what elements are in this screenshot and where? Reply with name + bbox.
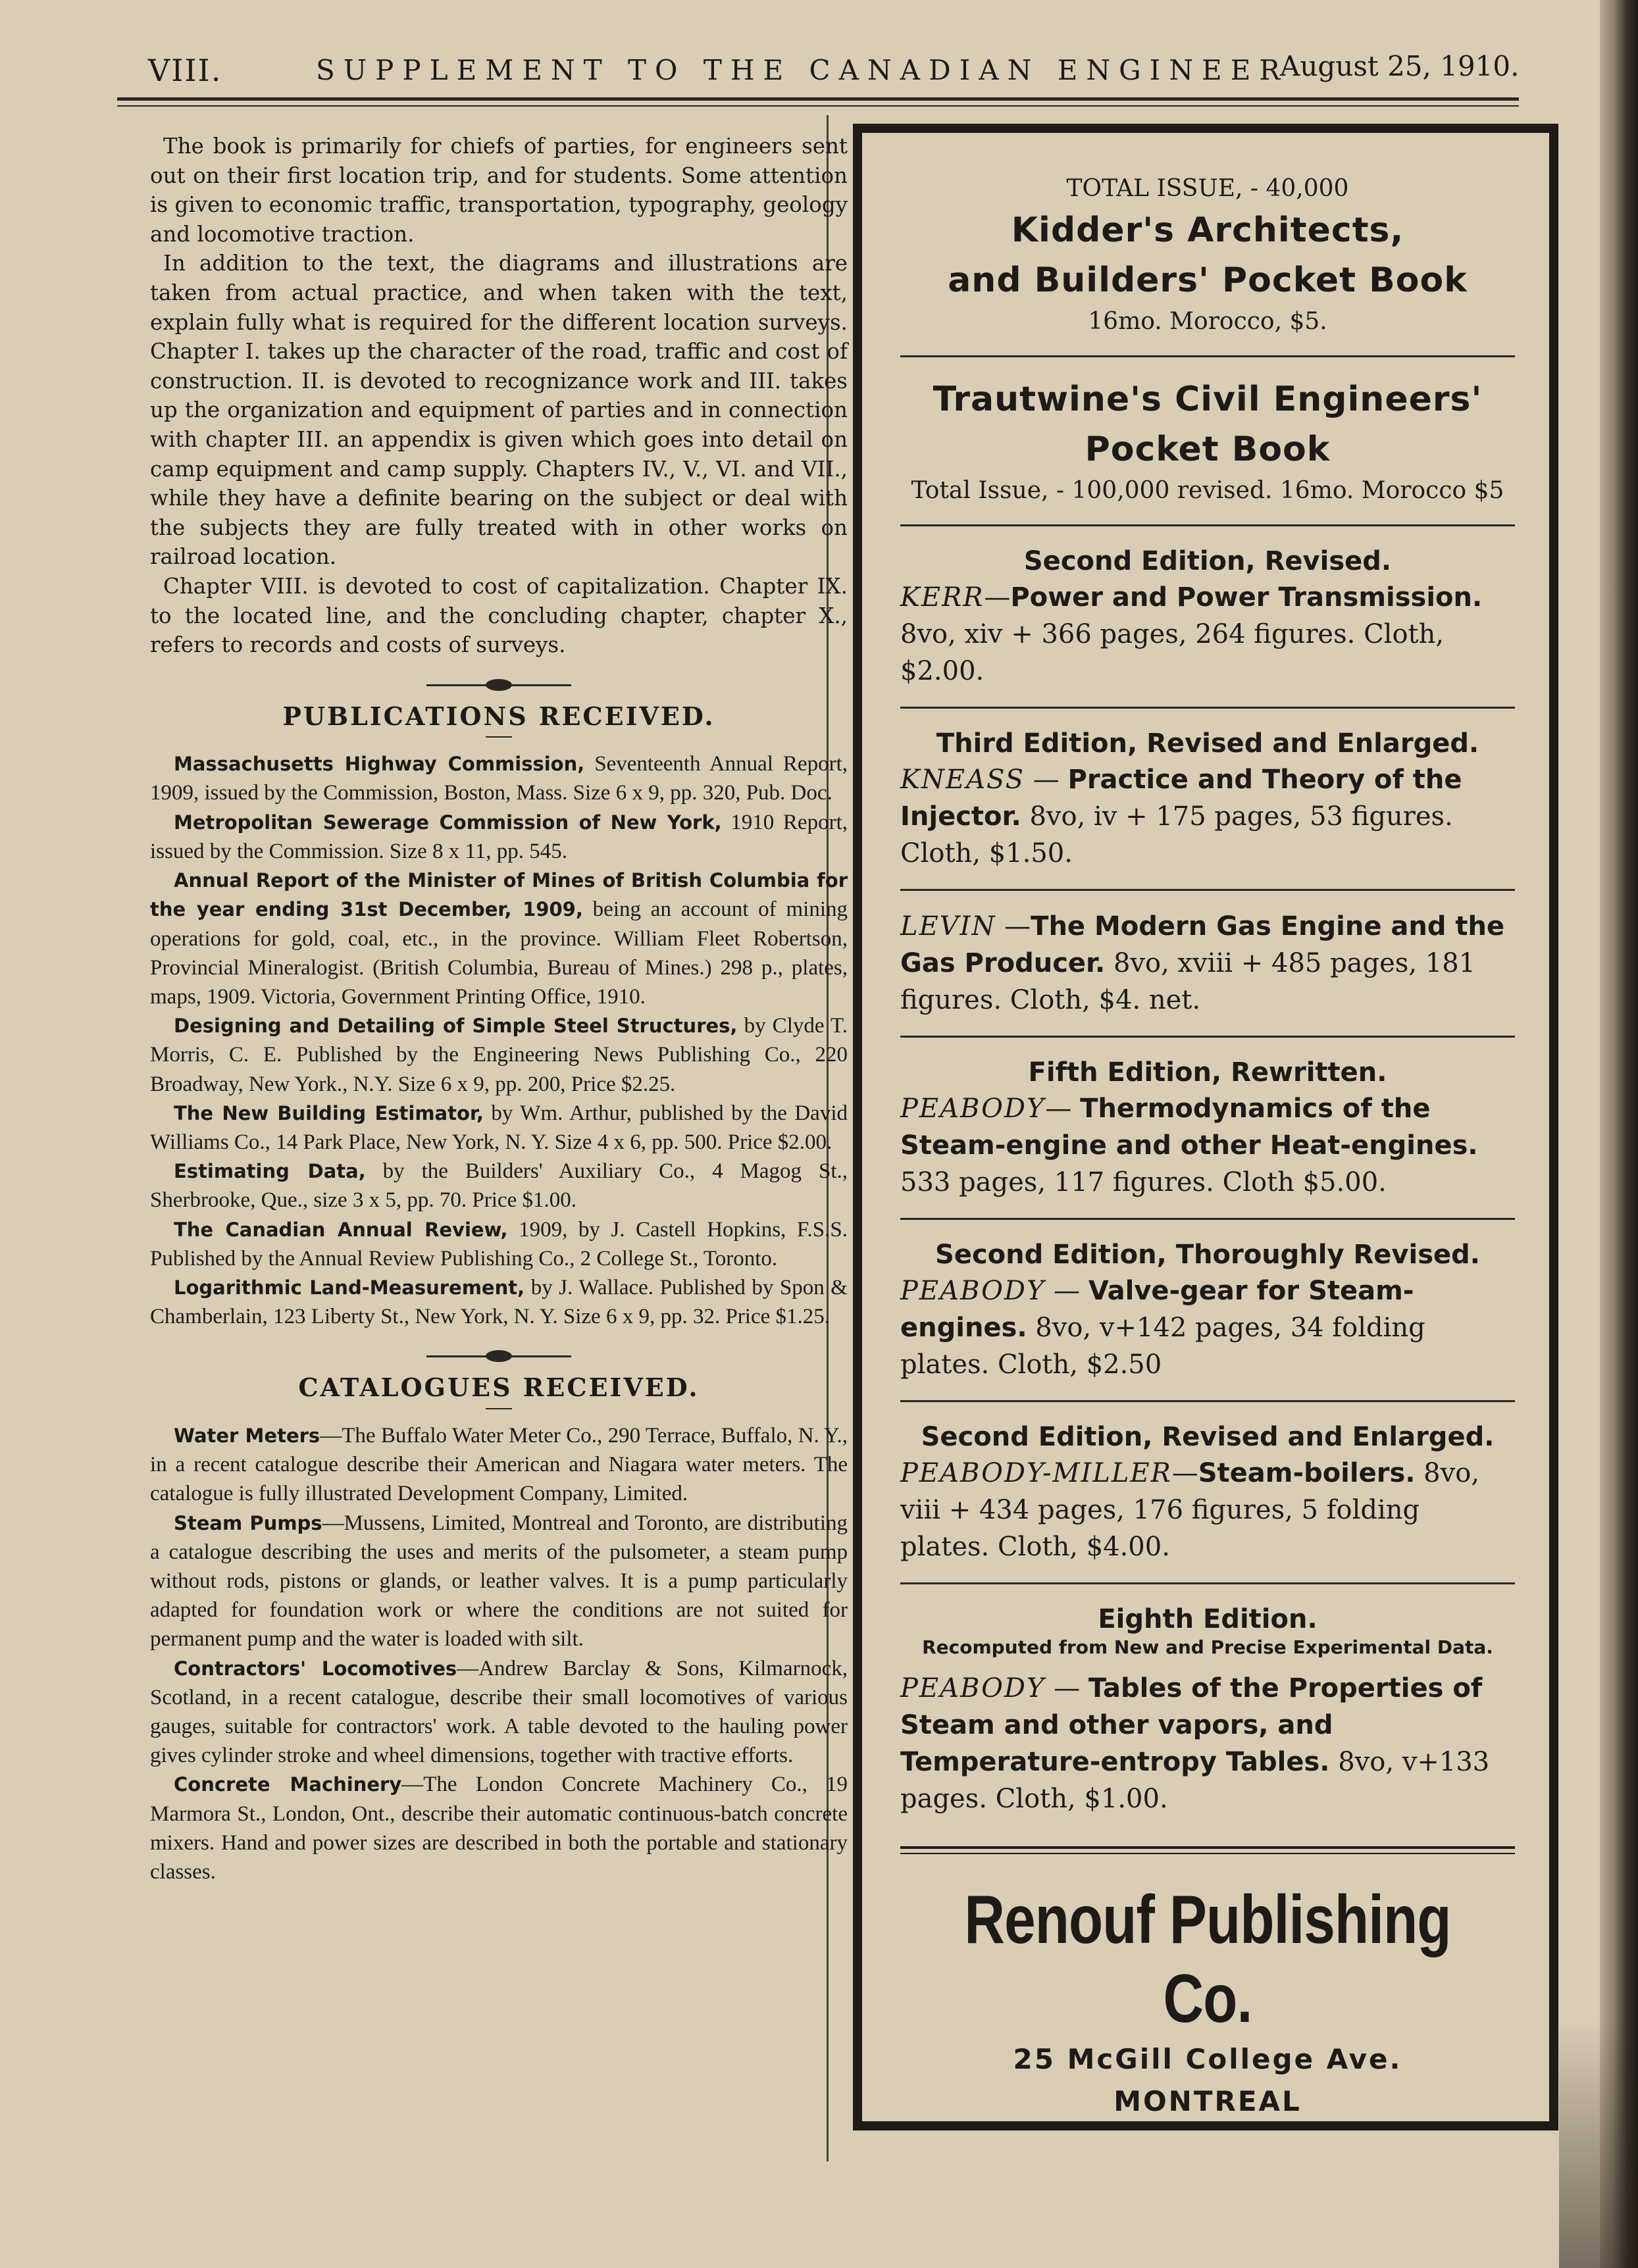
publication-name: Metropolitan Sewerage Commission of New York, bbox=[174, 811, 722, 834]
publication-entry bbox=[150, 1273, 848, 1331]
page-edge-shadow bbox=[1600, 0, 1638, 2268]
section-ornament bbox=[150, 669, 848, 689]
publications-heading: PUBLICATIONS RECEIVED. bbox=[150, 702, 848, 738]
publication-name: Massachusetts Highway Commission, bbox=[174, 753, 585, 776]
catalogue-name: Steam Pumps bbox=[174, 1511, 322, 1534]
publisher-city: MONTREAL bbox=[1113, 2085, 1302, 2117]
book-listing bbox=[900, 761, 1515, 872]
publication-details: 1909, by J. Castell Hopkins, F.S.S. Published by the Annual Review Publishing Co., 2 College St., Toronto. bbox=[150, 1217, 848, 1271]
catalogue-name: Contractors' Locomotives bbox=[174, 1657, 457, 1680]
publication-details: Seventeenth Annual Report, 1909, issued by the Commission, Boston, Mass. Size 6 x 9, pp. 320, Pub. Doc. bbox=[150, 752, 848, 805]
publication-entry bbox=[150, 1011, 848, 1099]
book-title: Practice and Theory of the Injector. bbox=[900, 765, 1462, 832]
left-column bbox=[150, 132, 848, 1886]
book-author: KNEASS bbox=[900, 765, 1025, 795]
book-edition: Fifth Edition, Rewritten. bbox=[1028, 1057, 1387, 1088]
section-ornament bbox=[150, 1340, 848, 1360]
trautwine-price: Total Issue, - 100,000 revised. 16mo. Morocco $5 bbox=[911, 477, 1504, 504]
publication-name: Annual Report of the Minister of Mines of British Columbia for the year ending 31st December, 1909, bbox=[150, 869, 848, 921]
book-separator: — bbox=[1025, 765, 1068, 795]
publication-details: by Clyde T. Morris, C. E. Published by the Engineering News Publishing Co., 220 Broadway, New York., N.Y. Size 6 x 9, pp. 200, Price $2.25. bbox=[150, 1014, 848, 1096]
book-details: 8vo, xviii + 485 pages, 181 figures. Cloth, $4. net. bbox=[900, 948, 1476, 1015]
catalogue-details: —The Buffalo Water Meter Co., 290 Terrace, Buffalo, N. Y., in a recent catalogue describe their American and Niagara water meters. The catalogue is fully illustrated Development Company, Limited. bbox=[150, 1423, 848, 1506]
review-paragraph: Chapter VIII. is devoted to cost of capitalization. Chapter IX. to the located line, and the concluding chapter, chapter X., refers to records and costs of surveys. bbox=[150, 573, 848, 658]
book-separator: — bbox=[1171, 1458, 1198, 1488]
tables-subtitle: Recomputed from New and Precise Experimental Data. bbox=[922, 1636, 1493, 1658]
ad-divider bbox=[900, 355, 1515, 357]
publication-name: Designing and Detailing of Simple Steel Structures, bbox=[174, 1015, 738, 1038]
kidder-title-line-1: Kidder's Architects, bbox=[1011, 211, 1404, 250]
publication-entry bbox=[150, 866, 848, 1011]
publication-entry bbox=[150, 1215, 848, 1273]
book-details: 8vo, iv + 175 pages, 53 figures. Cloth, $1.50. bbox=[900, 801, 1453, 869]
catalogue-details: —Mussens, Limited, Montreal and Toronto, are distributing a catalogue describing the uses and merits of the pulsometer, a steam pump without rods, pistons or glands, or leather valves. It is a pump particularly adapted for foundation work or where the conditions are not suited for permanent pump and the water is loaded with silt. bbox=[150, 1511, 848, 1651]
issue-date: August 25, 1910. bbox=[1280, 50, 1520, 82]
header-rule-thin bbox=[117, 105, 1519, 107]
book-details: 533 pages, 117 figures. Cloth $5.00. bbox=[900, 1167, 1387, 1197]
book-review bbox=[150, 132, 848, 660]
book-listing bbox=[900, 1090, 1515, 1201]
book-edition: Second Edition, Thoroughly Revised. bbox=[935, 1240, 1480, 1270]
catalogue-entry bbox=[150, 1509, 848, 1654]
ad-divider bbox=[900, 1582, 1515, 1584]
book-listing bbox=[900, 908, 1515, 1019]
publisher-advertisement bbox=[853, 124, 1558, 2130]
book-author: PEABODY bbox=[900, 1673, 1046, 1703]
book-listing bbox=[900, 1670, 1515, 1817]
ad-divider bbox=[900, 1036, 1515, 1038]
book-details: 8vo, xiv + 366 pages, 264 figures. Cloth, $2.00. bbox=[900, 619, 1445, 686]
publication-entry bbox=[150, 749, 848, 807]
book-details: 8vo, viii + 434 pages, 176 figures, 5 folding plates. Cloth, $4.00. bbox=[900, 1458, 1480, 1562]
catalogue-entry bbox=[150, 1421, 848, 1509]
page-corner-shadow bbox=[1559, 2018, 1638, 2268]
ad-divider bbox=[900, 889, 1515, 891]
tables-edition: Eighth Edition. bbox=[1098, 1604, 1318, 1634]
book-separator: — bbox=[984, 582, 1011, 613]
book-separator: — bbox=[996, 911, 1031, 942]
book-author: PEABODY bbox=[900, 1094, 1046, 1124]
catalogue-name: Water Meters bbox=[174, 1424, 320, 1447]
book-author: PEABODY-MILLER bbox=[900, 1458, 1172, 1488]
publisher-address: 25 McGill College Ave. bbox=[1013, 2043, 1402, 2075]
book-listing bbox=[900, 1273, 1515, 1383]
catalogue-entry bbox=[150, 1654, 848, 1771]
publication-details: 1910 Report, issued by the Commission. Size 8 x 11, pp. 545. bbox=[150, 810, 848, 863]
publication-entry bbox=[150, 1099, 848, 1157]
book-details: 8vo, v+133 pages. Cloth, $1.00. bbox=[900, 1747, 1490, 1814]
book-edition: Third Edition, Revised and Enlarged. bbox=[936, 728, 1479, 759]
book-author: KERR bbox=[900, 582, 985, 613]
publisher-double-rule bbox=[900, 1846, 1515, 1854]
page-folio: VIII. bbox=[148, 53, 222, 88]
kidder-total-issue: TOTAL ISSUE, - 40,000 bbox=[1066, 175, 1349, 202]
book-title: The Modern Gas Engine and the Gas Producer. bbox=[900, 911, 1505, 978]
book-listing bbox=[900, 1455, 1515, 1565]
book-separator: — bbox=[1045, 1276, 1088, 1306]
ad-divider bbox=[900, 524, 1515, 526]
catalogue-details: —Andrew Barclay & Sons, Kilmarnock, Scotland, in a recent catalogue, describe their small locomotives of various gauges, suitable for contractors' work. A table devoted to the hauling power gives cylinder stroke and wheel dimensions, together with tractive efforts. bbox=[150, 1656, 848, 1768]
publication-details: by Wm. Arthur, published by the David Williams Co., 14 Park Place, New York, N. Y. Size 4 x 6, pp. 500. Price $2.00. bbox=[150, 1101, 848, 1154]
review-paragraph: The book is primarily for chiefs of parties, for engineers sent out on their first location trip, and for students. Some attention is given to economic traffic, transportation, typography, geology and locomotive traction. bbox=[150, 134, 848, 247]
publications-list bbox=[150, 749, 848, 1331]
journal-title: SUPPLEMENT TO THE CANADIAN ENGINEER bbox=[316, 54, 1289, 86]
running-header bbox=[148, 46, 1520, 105]
book-listing bbox=[900, 579, 1515, 690]
book-title: Steam-boilers. bbox=[1198, 1458, 1416, 1488]
publication-entry bbox=[150, 1157, 848, 1215]
publication-name: The Canadian Annual Review, bbox=[174, 1218, 508, 1241]
trautwine-title-line-1: Trautwine's Civil Engineers' bbox=[933, 380, 1483, 419]
header-rule-thick bbox=[117, 97, 1519, 101]
book-edition: Second Edition, Revised. bbox=[1023, 546, 1392, 576]
catalogues-list bbox=[150, 1421, 848, 1886]
review-paragraph: In addition to the text, the diagrams and illustrations are taken from actual practice, and when taken with the text, explain fully what is required for the different location surveys. Chapter I. takes up the character of the road, traffic and cost of construction. II. is devoted to recognizance work and III. takes up the organization and equipment of parties and in connection with chapter III. an appendix is given which goes into detail on camp equipment and camp supply. Chapters IV., V., VI. and VII., while they have a definite bearing on the subject or deal with the subjects they are fully treated with in other works on railroad location. bbox=[150, 251, 848, 570]
ad-divider bbox=[900, 1218, 1515, 1220]
publication-entry bbox=[150, 808, 848, 866]
book-separator: — bbox=[1045, 1673, 1088, 1703]
book-separator: — bbox=[1045, 1094, 1081, 1124]
book-author: LEVIN bbox=[900, 911, 996, 942]
catalogue-entry bbox=[150, 1770, 848, 1886]
publication-name: The New Building Estimator, bbox=[174, 1101, 484, 1124]
catalogues-heading: CATALOGUES RECEIVED. bbox=[150, 1373, 848, 1409]
trautwine-title-line-2: Pocket Book bbox=[1085, 430, 1331, 469]
book-title: Valve-gear for Steam-engines. bbox=[900, 1276, 1414, 1343]
book-title: Thermodynamics of the Steam-engine and other Heat-engines. bbox=[900, 1094, 1478, 1161]
publication-name: Estimating Data, bbox=[174, 1160, 366, 1183]
publication-name: Logarithmic Land-Measurement, bbox=[174, 1276, 525, 1299]
book-edition: Second Edition, Revised and Enlarged. bbox=[921, 1422, 1495, 1452]
book-title: Tables of the Properties of Steam and other vapors, and Temperature-entropy Tables. bbox=[900, 1673, 1483, 1777]
book-author: PEABODY bbox=[900, 1276, 1046, 1306]
publication-details: by the Builders' Auxiliary Co., 4 Magog St., Sherbrooke, Que., size 3 x 5, pp. 70. Price $1.00. bbox=[150, 1159, 848, 1213]
publication-details: by J. Wallace. Published by Spon & Chamberlain, 123 Liberty St., New York, N. Y. Size 6 x 9, pp. 32. Price $1.25. bbox=[150, 1275, 848, 1329]
ad-divider bbox=[900, 707, 1515, 709]
catalogue-name: Concrete Machinery bbox=[174, 1773, 402, 1796]
book-title: Power and Power Transmission. bbox=[1010, 582, 1483, 613]
publication-details: being an account of mining operations for gold, coal, etc., in the province. William Fleet Robertson, Provincial Mineralogist. (British Columbia, Bureau of Mines.) 298 p., plates, maps, 1909. Victoria, Government Printing Office, 1910. bbox=[150, 897, 848, 1009]
publisher-name: Renouf Publishing Co. bbox=[964, 1882, 1451, 2037]
ad-divider bbox=[900, 1400, 1515, 1402]
catalogue-details: —The London Concrete Machinery Co., 19 Marmora St., London, Ont., describe their automatic continuous-batch concrete mixers. Hand and power sizes are described in both the portable and stationary classes. bbox=[150, 1773, 848, 1884]
kidder-title-line-2: and Builders' Pocket Book bbox=[948, 261, 1468, 300]
kidder-price: 16mo. Morocco, $5. bbox=[1088, 308, 1327, 335]
book-details: 8vo, v+142 pages, 34 folding plates. Cloth, $2.50 bbox=[900, 1313, 1425, 1380]
